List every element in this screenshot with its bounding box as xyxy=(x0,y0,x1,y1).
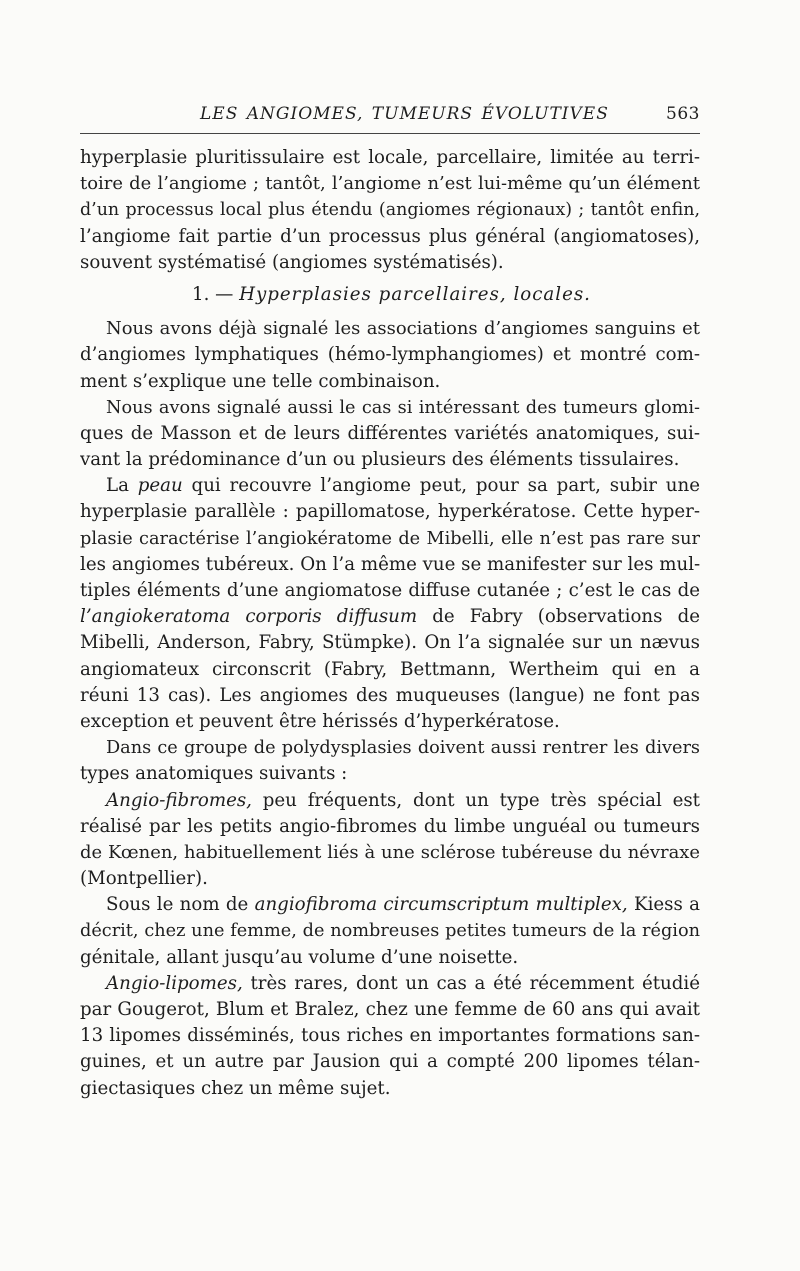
text-line: décrit, chez une femme, de nombreuses petites tumeurs de la région xyxy=(80,921,700,942)
text-line: réalisé par les petits angio-fibromes du limbe unguéal ou tumeurs xyxy=(80,815,700,837)
paragraph xyxy=(80,971,700,1102)
text-line: guines, et un autre par Jausion qui a compté 200 lipomes télan- xyxy=(80,1051,700,1073)
text-line: d’angiomes lymphatiques (hémo-lymphangiomes) et montré com- xyxy=(80,344,700,366)
text-line: souvent systématisé (angiomes systématisés). xyxy=(80,251,504,273)
text-line: Nous avons signalé aussi le cas si intéressant des tumeurs glomi- xyxy=(106,397,700,418)
text-line: types anatomiques suivants : xyxy=(80,763,348,785)
text-line: angiomateux circonscrit (Fabry, Bettmann, Wertheim qui en a xyxy=(80,658,700,680)
text-span: très rares, dont un cas a été récemment étudié xyxy=(242,972,700,994)
text-line: 13 lipomes disséminés, tous riches en importantes formations san- xyxy=(80,1025,700,1047)
text-span: de Fabry (observations de xyxy=(417,606,700,628)
section-heading xyxy=(80,282,700,308)
text-line: giectasiques chez un même sujet. xyxy=(80,1077,391,1099)
text-line: hyperplasie pluritissulaire est locale, parcellaire, limitée au terri- xyxy=(80,147,700,168)
section-number: 1. — xyxy=(192,283,240,305)
text-line xyxy=(80,473,700,499)
italic-term: angiofibroma circumscriptum multiplex, xyxy=(254,894,628,916)
text-line xyxy=(80,788,700,814)
text-line: Mibelli, Anderson, Fabry, Stümpke). On l’a signalée sur un nævus xyxy=(80,632,700,654)
text-span: La xyxy=(106,475,138,497)
text-line xyxy=(80,892,700,918)
text-line: l’angiome fait partie d’un processus plus général (angiomatoses), xyxy=(80,225,700,247)
text-line: plasie caractérise l’angiokératome de Mibelli, elle n’est pas rare sur xyxy=(80,528,700,549)
text-line: génitale, allant jusqu’au volume d’une noisette. xyxy=(80,946,519,968)
page-header xyxy=(80,104,700,128)
text-line: ques de Masson et de leurs différentes variétés anatomiques, sui- xyxy=(80,422,700,444)
text-line: ment s’explique une telle combinaison. xyxy=(80,370,441,392)
italic-term: Angio-fibromes, xyxy=(106,789,252,811)
text-line xyxy=(80,971,700,997)
text-line: tiples éléments d’une angiomatose diffuse cutanée ; c’est le cas de xyxy=(80,580,700,601)
text-line: les angiomes tubéreux. On l’a même vue se manifester sur les mul- xyxy=(80,553,700,575)
text-span: qui recouvre l’angiome peut, pour sa part, subir une xyxy=(182,475,700,497)
text-line: de Kœnen, habituellement liés à une sclérose tubéreuse du névraxe xyxy=(80,841,700,863)
paragraph xyxy=(80,145,700,276)
paragraph xyxy=(80,892,700,971)
body-text xyxy=(80,145,700,1102)
paragraph xyxy=(80,395,700,474)
text-span: peu fréquents, dont un type très spécial est xyxy=(251,789,700,811)
text-line: Dans ce groupe de polydysplasies doivent aussi rentrer les divers xyxy=(106,738,700,759)
italic-term: l’angiokeratoma corporis diffusum xyxy=(80,606,418,628)
text-line: toire de l’angiome ; tantôt, l’angiome n’est lui-même qu’un élément xyxy=(80,173,700,195)
text-line: réuni 13 cas). Les angiomes des muqueuses (langue) ne font pas xyxy=(80,684,700,706)
text-line xyxy=(80,604,700,630)
paragraph xyxy=(80,316,700,395)
italic-term: peau xyxy=(137,475,183,497)
running-title: LES ANGIOMES, TUMEURS ÉVOLUTIVES xyxy=(200,104,609,124)
text-span: Kiess a xyxy=(627,894,700,916)
header-rule xyxy=(80,133,700,134)
paragraph xyxy=(80,788,700,893)
section-title: Hyperplasies parcellaires, locales. xyxy=(239,283,591,305)
text-line: hyperplasie parallèle : papillomatose, hyperkératose. Cette hyper- xyxy=(80,501,700,523)
text-line: par Gougerot, Blum et Bralez, chez une femme de 60 ans qui avait xyxy=(80,999,700,1020)
text-line: exception et peuvent être hérissés d’hyperkératose. xyxy=(80,710,560,732)
paragraph xyxy=(80,473,700,735)
text-line: (Montpellier). xyxy=(80,868,208,890)
paragraph xyxy=(80,735,700,787)
italic-term: Angio-lipomes, xyxy=(106,972,243,994)
page-number: 563 xyxy=(666,104,700,124)
text-line: d’un processus local plus étendu (angiomes régionaux) ; tantôt enfin, xyxy=(80,200,700,221)
text-line: vant la prédominance d’un ou plusieurs des éléments tissulaires. xyxy=(80,449,680,471)
text-span: Sous le nom de xyxy=(106,894,255,916)
text-line: Nous avons déjà signalé les associations d’angiomes sanguins et xyxy=(106,318,700,340)
